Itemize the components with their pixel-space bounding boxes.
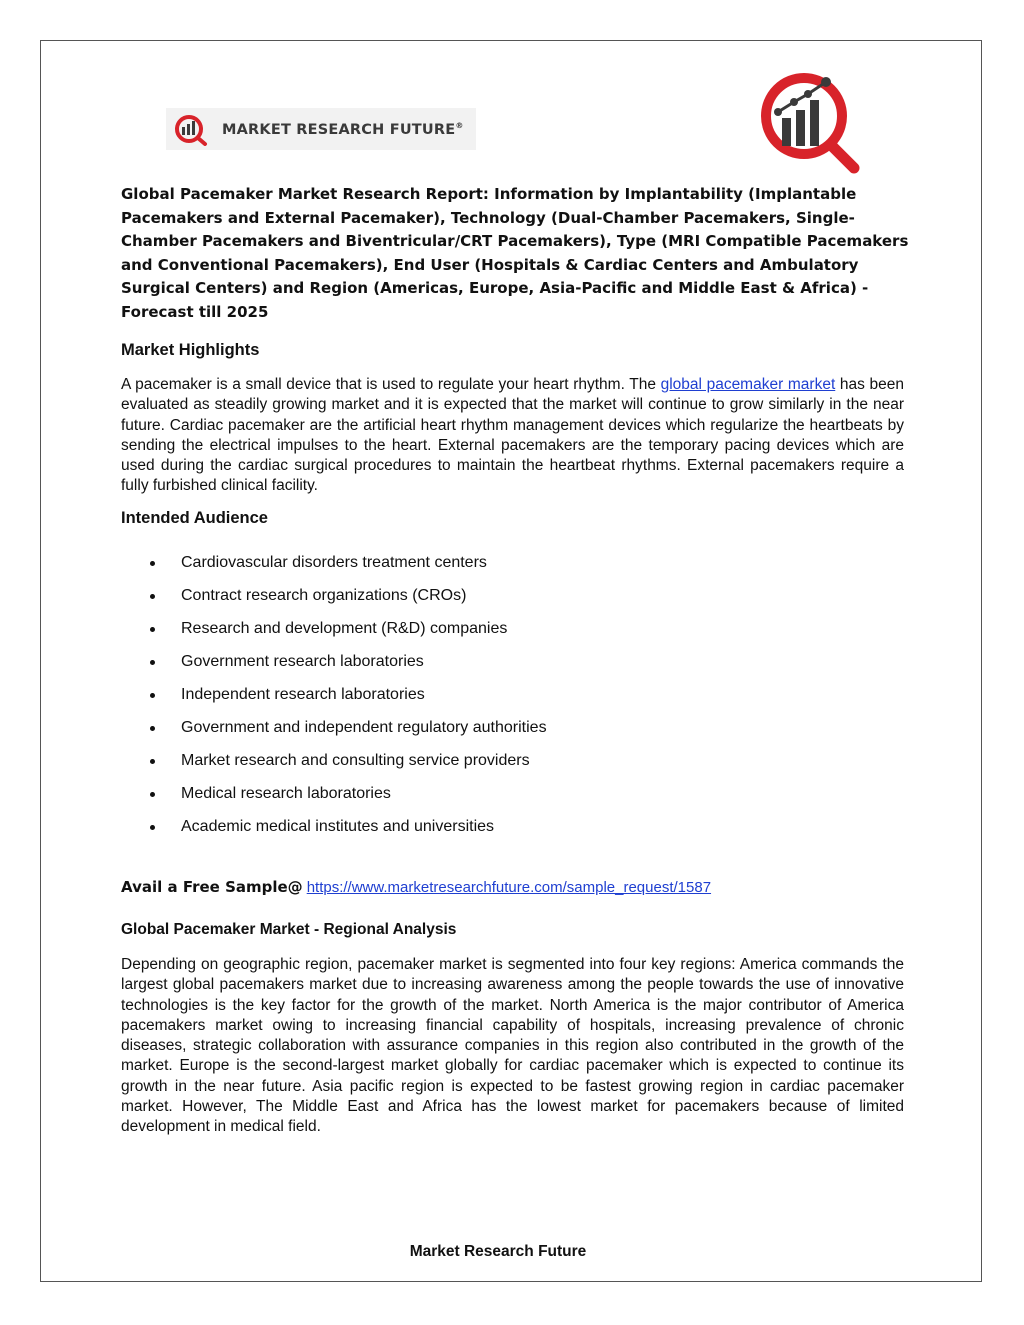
- bullet-icon: [150, 759, 155, 764]
- page-footer: Market Research Future: [409, 1243, 587, 1260]
- list-item: Medical research laboratories: [121, 782, 821, 815]
- bullet-icon: [150, 660, 155, 665]
- list-item: Independent research laboratories: [121, 683, 821, 716]
- bullet-icon: [150, 594, 155, 599]
- audience-list: [121, 551, 821, 848]
- magnifier-chart-logo-icon: [756, 68, 866, 178]
- list-item: Research and development (R&D) companies: [121, 617, 821, 650]
- list-item: Government research laboratories: [121, 650, 821, 683]
- global-pacemaker-market-link[interactable]: global pacemaker market: [660, 376, 836, 393]
- free-sample-label: Avail a Free Sample@: [121, 878, 303, 896]
- list-item: Cardiovascular disorders treatment centers: [121, 551, 821, 584]
- regional-analysis-paragraph: Depending on geographic region, pacemaker market is segmented into four key regions: America commands the largest global pacemakers market due to increasing awareness among the people towards the use of innovative technologies is the key factor for the growth of the market. North America is the major contributor of America pacemakers market owing to increasing financial capability of hospitals, increasing prevalence of chronic diseases, strategic collaboration with assurance companies in this region also contributed in the growth of the market. Europe is the second-largest market globally for cardiac pacemaker which is expected to continue its growth in the near future. Asia pacific region is expected to be fastest growing region in cardiac pacemaker market. However, The Middle East and Africa has the lowest market for pacemakers because of limited development in medical field.: [121, 956, 904, 1136]
- logo-text: MARKET RESEARCH FUTURE®: [222, 120, 464, 138]
- chart-logo-icon: [172, 112, 216, 146]
- bullet-icon: [150, 627, 155, 632]
- bullet-icon: [150, 792, 155, 797]
- list-item: Market research and consulting service providers: [121, 749, 821, 782]
- sample-request-link[interactable]: https://www.marketresearchfuture.com/sample_request/1587: [306, 879, 712, 896]
- bullet-icon: [150, 825, 155, 830]
- company-logo-banner[interactable]: [166, 108, 476, 150]
- list-item: Academic medical institutes and universities: [121, 815, 821, 848]
- bullet-icon: [150, 693, 155, 698]
- report-title: Global Pacemaker Market Research Report: Information by Implantability (Implantable Pacemakers and External Pacemaker), Technology (Dual-Chamber Pacemakers, Single-Chamber Pacemakers and Biventricular/CRT Pacemakers), Type (MRI Compatible Pacemakers and Conventional Pacemakers), End User (Hospitals & Cardiac Centers and Ambulatory Surgical Centers) and Region (Americas, Europe, Asia-Pacific and Middle East & Africa) - Forecast till 2025: [121, 185, 909, 321]
- regional-analysis-heading: Global Pacemaker Market - Regional Analysis: [121, 921, 457, 938]
- bullet-icon: [150, 726, 155, 731]
- free-sample-line: [121, 878, 711, 897]
- bullet-icon: [150, 561, 155, 566]
- list-item: Contract research organizations (CROs): [121, 584, 821, 617]
- market-highlights-heading: Market Highlights: [121, 341, 260, 359]
- market-highlights-paragraph: A pacemaker is a small device that is used to regulate your heart rhythm. The global pacemaker market has been evaluated as steadily growing market and it is expected that the market will continue to grow similarly in the near future. Cardiac pacemaker are the artificial heart rhythm management devices which regularize the heartbeats by sending the electrical impulses to the heart. External pacemakers are the temporary pacing devices which are used during the cardiac surgical procedures to maintain the heartbeat rhythms. External pacemakers require a fully furbished clinical facility.: [121, 376, 904, 495]
- intended-audience-heading: Intended Audience: [121, 509, 268, 527]
- list-item: Government and independent regulatory authorities: [121, 716, 821, 749]
